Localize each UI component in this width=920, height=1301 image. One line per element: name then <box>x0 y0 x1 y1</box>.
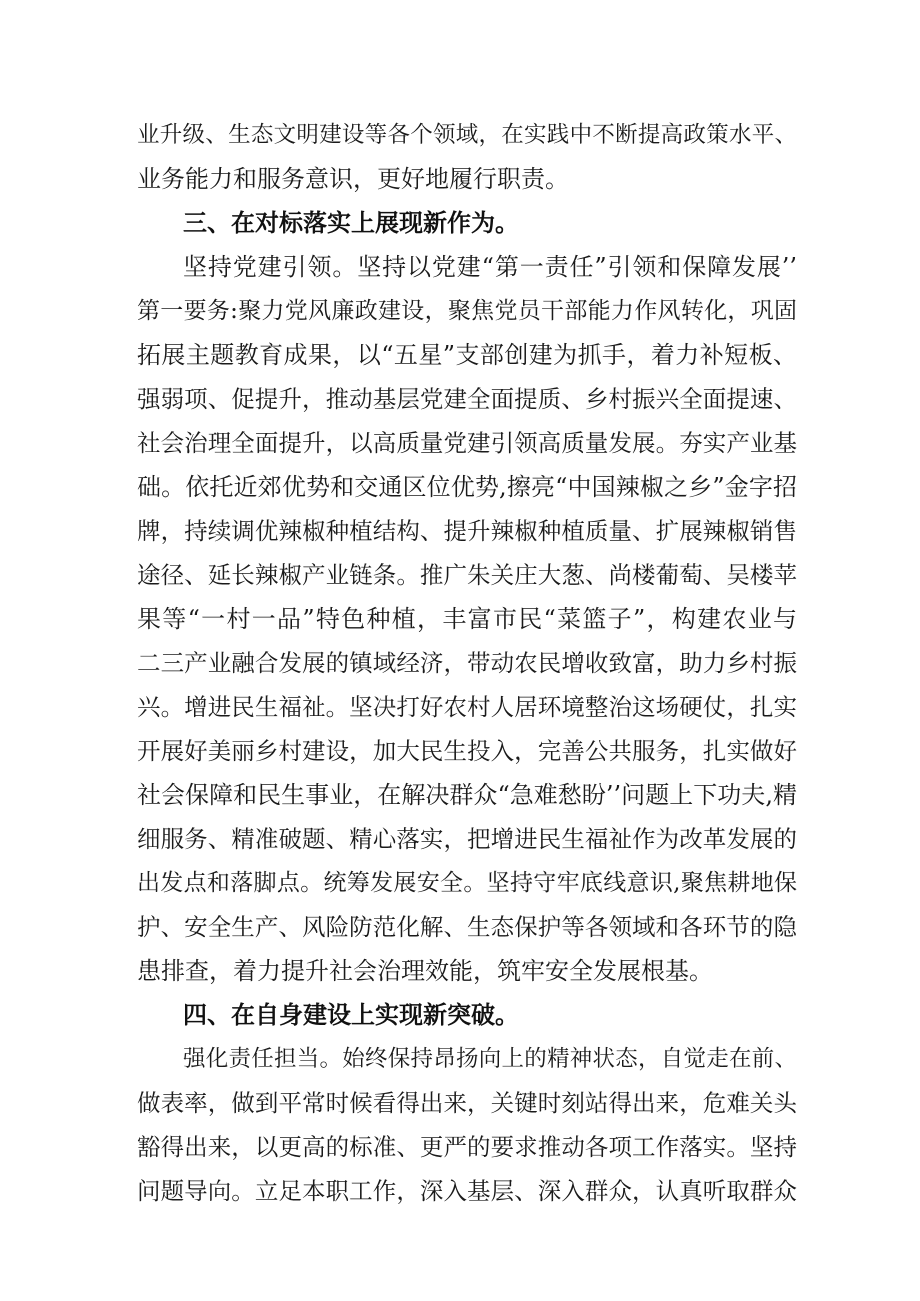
body-text-line: 强弱项、促提升，推动基层党建全面提质、乡村振兴全面提速、 <box>137 385 797 413</box>
body-text-line: 问题导向。立足本职工作，深入基层、深入群众，认真听取群众 <box>137 1177 797 1205</box>
body-text-line: 拓展主题教育成果，以“五星”支部创建为抓手，着力补短板、 <box>137 341 797 369</box>
body-text-line: 出发点和落脚点。统筹发展安全。坚持守牢底线意识,聚焦耕地保 <box>137 870 797 896</box>
body-text-line: 细服务、精准破题、精心落实，把增进民生福祉作为改革发展的 <box>137 825 797 853</box>
section-heading-4: 四、在自身建设上实现新突破。 <box>183 1001 519 1029</box>
body-text-line: 做表率，做到平常时候看得出来，关键时刻站得出来，危难关头 <box>137 1089 797 1117</box>
paragraph-start-line: 坚持党建引领。坚持以党建“第一责任”引领和保障发展’’ <box>183 253 797 281</box>
body-text-line: 社会保障和民生事业，在解决群众“急难愁盼’’问题上下功夫,精 <box>137 781 797 809</box>
body-text-line: 业升级、生态文明建设等各个领域，在实践中不断提高政策水平、 <box>137 122 797 148</box>
body-text-line: 豁得出来，以更高的标准、更严的要求推动各项工作落实。坚持 <box>137 1133 797 1161</box>
body-text-line: 途径、延长辣椒产业链条。推广朱关庄大葱、尚楼葡萄、吴楼苹 <box>137 561 797 589</box>
section-heading-3: 三、在对标落实上展现新作为。 <box>183 209 519 237</box>
body-text-line: 社会治理全面提升，以高质量党建引领高质量发展。夯实产业基 <box>137 429 797 457</box>
body-text-line: 患排查，着力提升社会治理效能，筑牢安全发展根基。 <box>137 957 713 985</box>
body-text-line: 开展好美丽乡村建设，加大民生投入，完善公共服务，扎实做好 <box>137 737 797 765</box>
body-text-line: 业务能力和服务意识，更好地履行职责。 <box>137 165 569 193</box>
body-text-line: 牌，持续调优辣椒种植结构、提升辣椒种植质量、扩展辣椒销售 <box>137 517 797 545</box>
body-text-line: 护、安全生产、风险防范化解、生态保护等各领域和各环节的隐 <box>137 913 797 941</box>
paragraph-start-line: 强化责任担当。始终保持昂扬向上的精神状态，自觉走在前、 <box>183 1046 797 1072</box>
body-text-line: 础。依托近郊优势和交通区位优势,擦亮“中国辣椒之乡”金字招 <box>137 473 797 501</box>
body-text-line: 兴。增进民生福祉。坚决打好农村人居环境整治这场硬仗，扎实 <box>137 693 797 721</box>
body-text-line: 二三产业融合发展的镇域经济，带动农民增收致富，助力乡村振 <box>137 649 797 677</box>
body-text-line: 第一要务:聚力党风廉政建设，聚焦党员干部能力作风转化，巩固 <box>137 298 797 324</box>
body-text-line: 果等“一村一品”特色种植，丰富市民“菜篮子”，构建农业与 <box>137 605 797 633</box>
